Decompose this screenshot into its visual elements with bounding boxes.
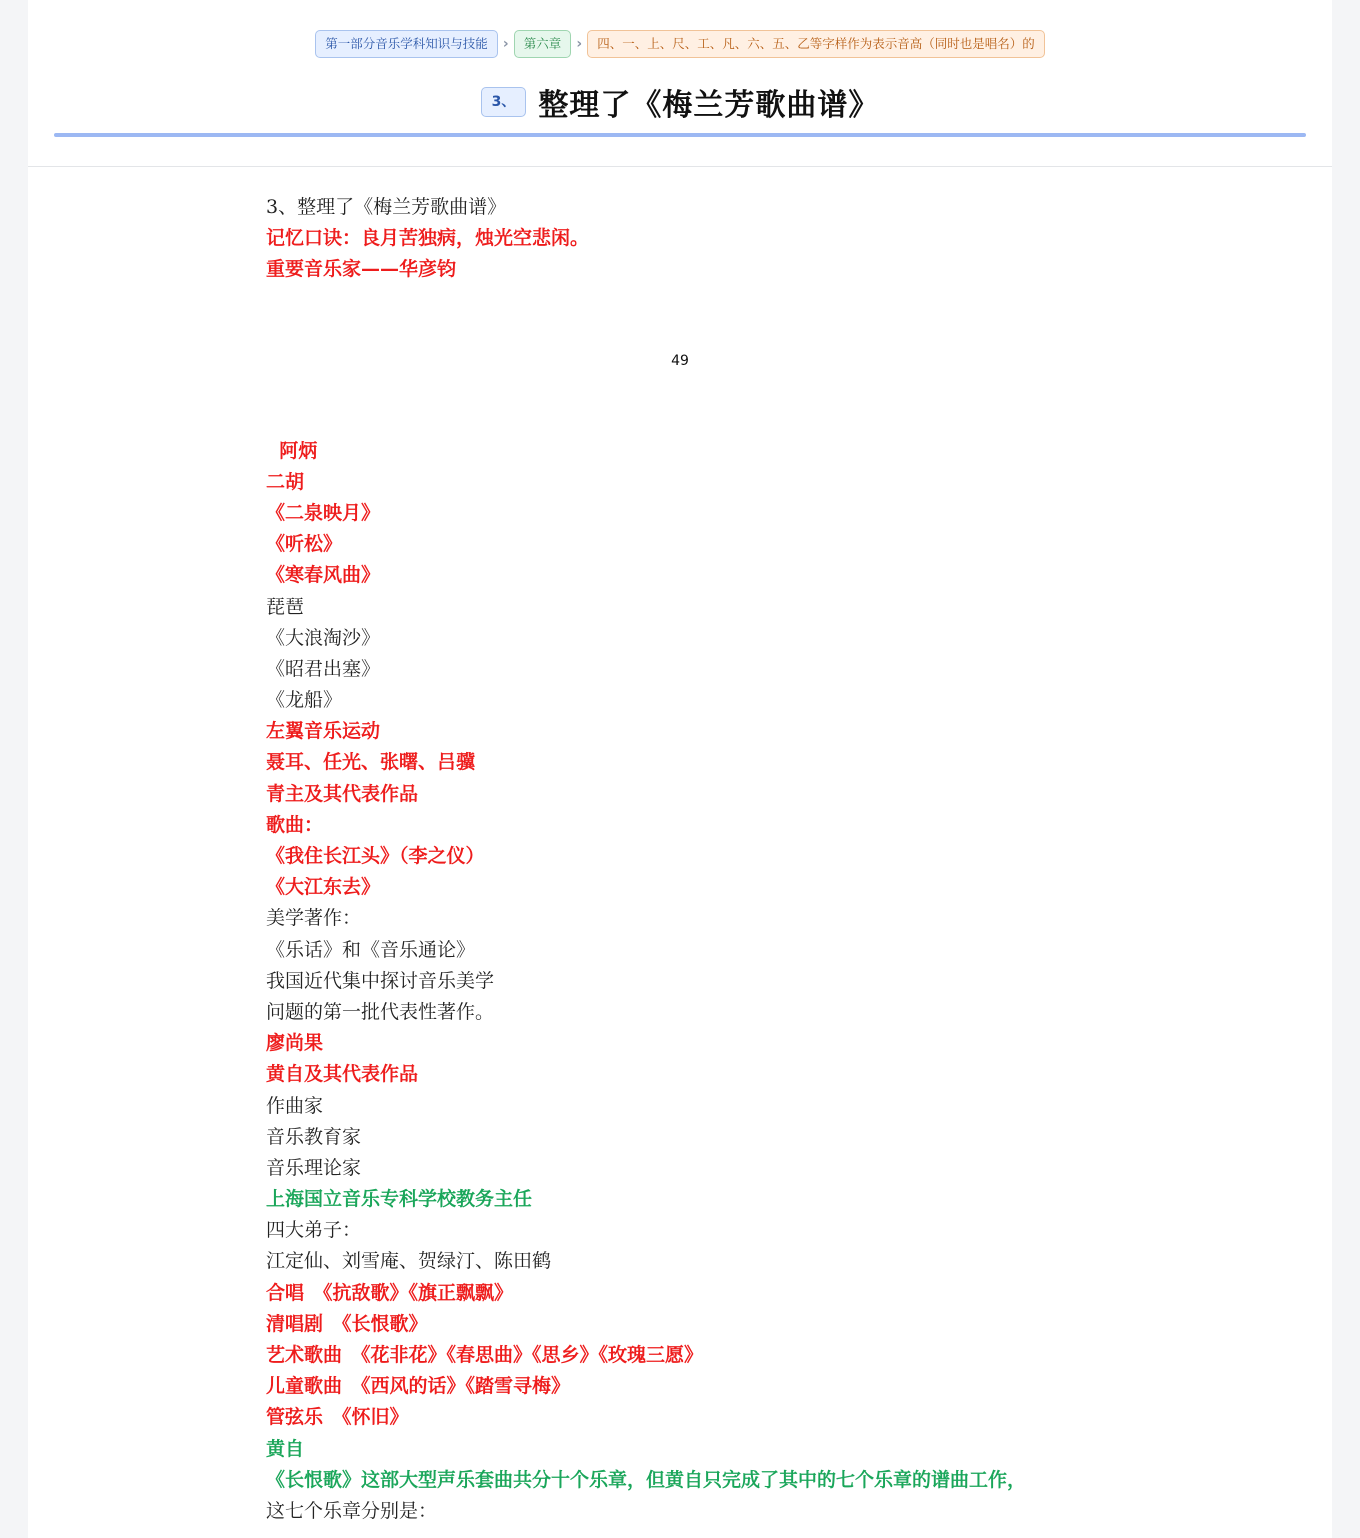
text-line: 《大浪淘沙》 <box>266 626 381 649</box>
text-block-bottom <box>266 436 1166 1528</box>
text-line: 艺术歌曲 《花非花》《春思曲》《思乡》《玫瑰三愿》 <box>266 1344 704 1366</box>
text-line: 3、整理了《梅兰芳歌曲谱》 <box>266 196 507 218</box>
section-number-badge: 3、 <box>481 87 527 117</box>
text-line: 黄自 <box>266 1437 305 1460</box>
breadcrumb-chapter[interactable]: 第六章 <box>514 30 572 58</box>
text-line: 廖尚果 <box>266 1032 324 1055</box>
text-line: 音乐理论家 <box>266 1156 362 1179</box>
text-line: 清唱剧 《长恨歌》 <box>266 1312 428 1335</box>
page-header <box>28 0 1332 167</box>
text-line: 《听松》 <box>266 533 343 556</box>
text-line: 《乐话》和《音乐通论》 <box>266 938 476 961</box>
text-line: 《龙船》 <box>266 689 343 712</box>
text-line: 管弦乐 《怀旧》 <box>266 1406 409 1429</box>
text-line: 二胡 <box>266 470 305 493</box>
text-line: 重要音乐家——华彦钧 <box>266 258 457 281</box>
text-block-top <box>266 192 1166 286</box>
text-line: 《昭君出塞》 <box>266 657 381 680</box>
text-line: 《我住长江头》（李之仪） <box>266 845 485 867</box>
text-line: 上海国立音乐专科学校教务主任 <box>266 1188 533 1211</box>
breadcrumb-section[interactable]: 四、一、上、尺、工、凡、六、五、乙等字样作为表示音高（同时也是唱名）的 <box>587 30 1045 58</box>
text-line: 儿童歌曲 《西风的话》《踏雪寻梅》 <box>266 1375 571 1398</box>
text-line: 《二泉映月》 <box>266 501 381 524</box>
breadcrumb-part[interactable]: 第一部分音乐学科知识与技能 <box>315 30 498 58</box>
text-line: 江定仙、刘雪庵、贺绿汀、陈田鹤 <box>266 1250 552 1273</box>
text-line: 美学著作： <box>266 907 362 930</box>
title-row <box>28 80 1332 124</box>
text-line: 合唱 《抗敌歌》《旗正飘飘》 <box>266 1281 514 1304</box>
text-line: 四大弟子： <box>266 1219 362 1242</box>
text-line: 记忆口诀：良月苦独病，烛光空悲闲。 <box>266 227 590 250</box>
text-line: 《寒春风曲》 <box>266 564 381 587</box>
text-line: 问题的第一批代表性著作。 <box>266 1000 495 1023</box>
chevron-right-icon: › <box>576 36 583 52</box>
text-line: 青主及其代表作品 <box>266 782 419 805</box>
text-line: 这七个乐章分别是： <box>266 1499 438 1522</box>
title-underline <box>54 133 1306 137</box>
text-line: 黄自及其代表作品 <box>266 1063 419 1086</box>
chevron-right-icon: › <box>502 36 509 52</box>
text-line: 琵琶 <box>266 595 305 618</box>
page-title: 整理了《梅兰芳歌曲谱》 <box>538 88 880 123</box>
text-line: 《大江东去》 <box>266 876 381 899</box>
text-line: 作曲家 <box>266 1094 324 1117</box>
text-line: 歌曲： <box>266 813 324 836</box>
text-line: 《长恨歌》这部大型声乐套曲共分十个乐章，但黄自只完成了其中的七个乐章的谱曲工作， <box>266 1468 1027 1491</box>
document-page <box>28 0 1332 1538</box>
breadcrumb <box>28 30 1332 58</box>
text-line: 左翼音乐运动 <box>266 720 381 743</box>
document-body <box>266 192 1166 1527</box>
text-line: 阿炳 <box>266 439 318 462</box>
text-line: 我国近代集中探讨音乐美学 <box>266 969 495 992</box>
text-line: 音乐教育家 <box>266 1125 362 1148</box>
text-line: 聂耳、任光、张曙、吕骥 <box>266 751 476 774</box>
page-number: 49 <box>671 352 689 369</box>
